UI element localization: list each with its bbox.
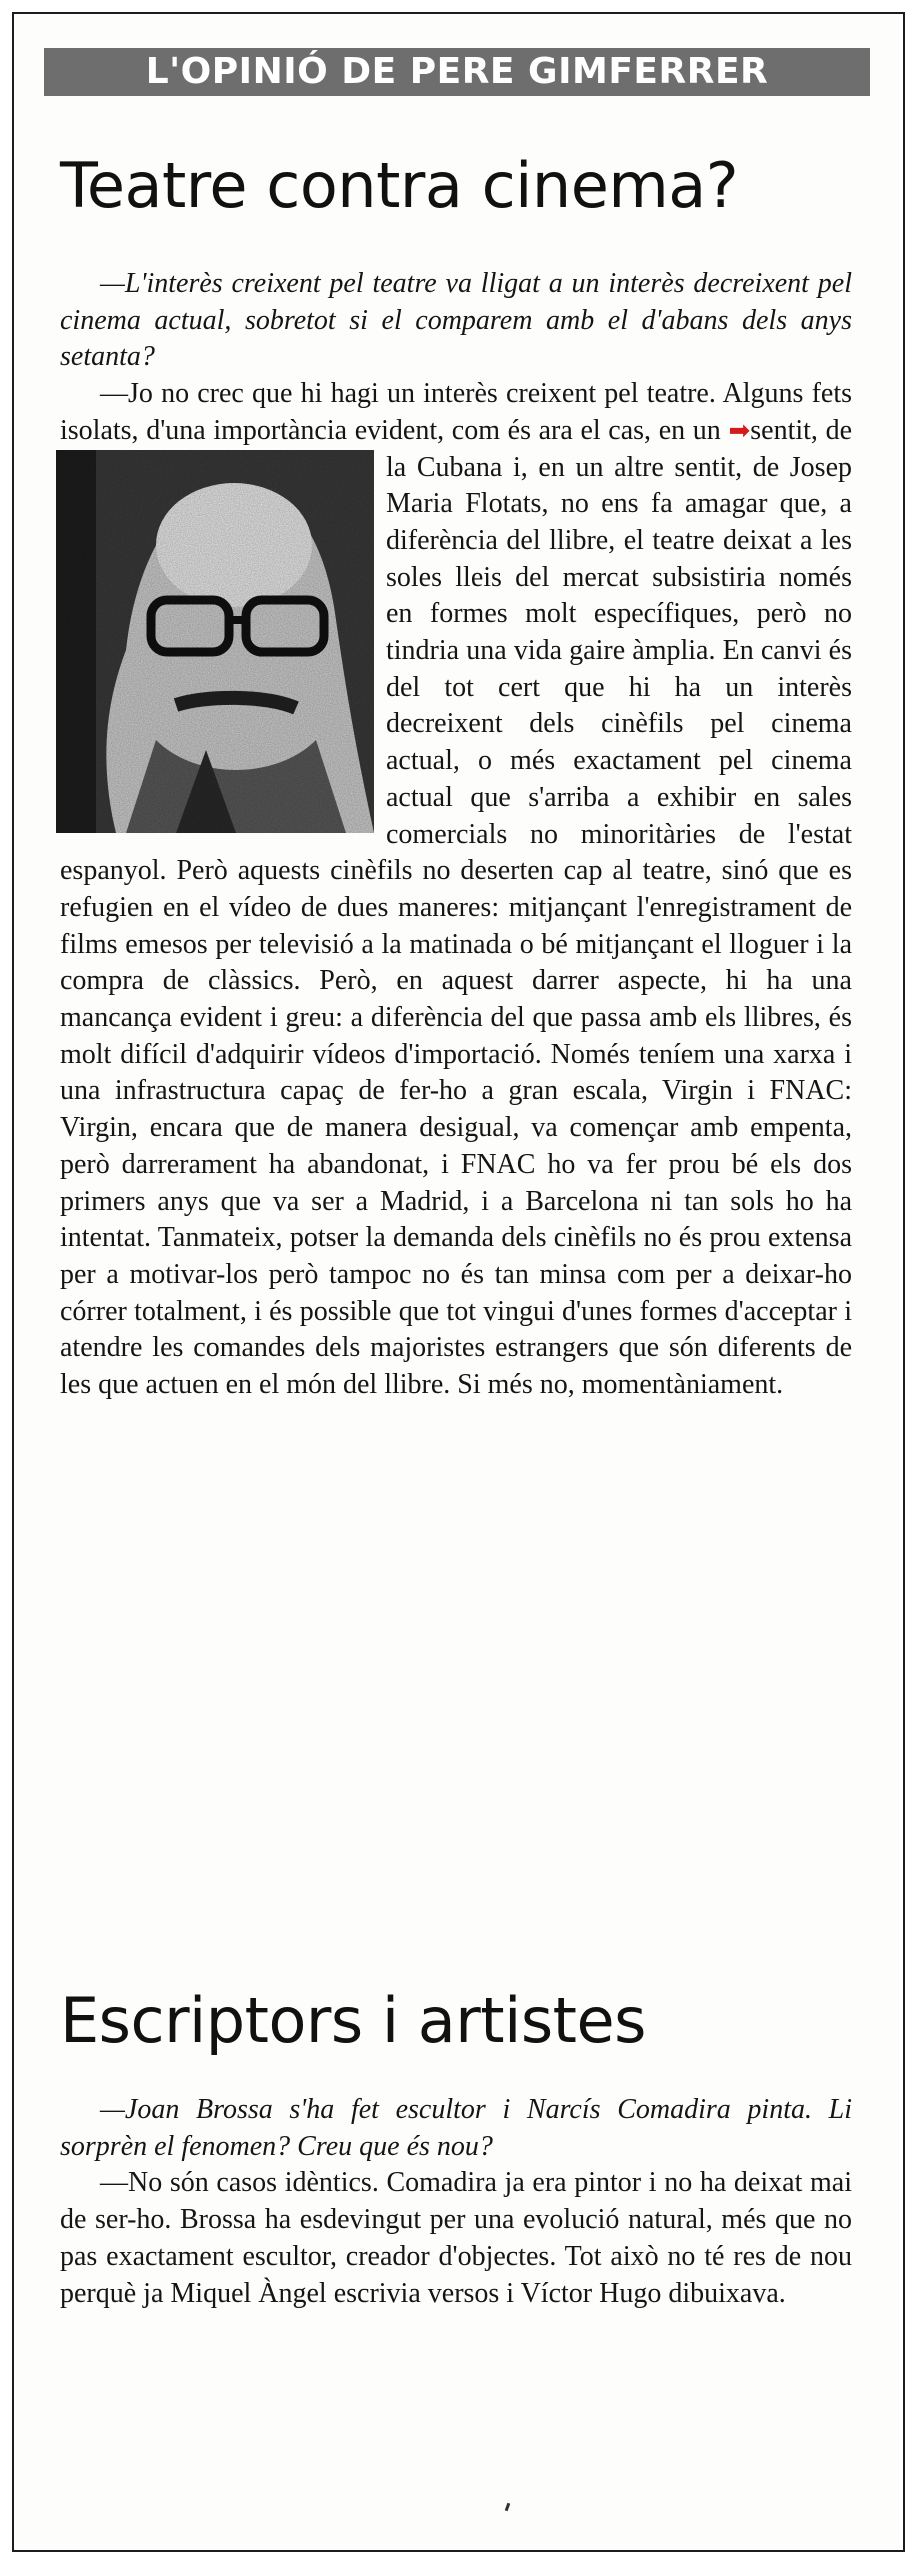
interview-answer: —No són casos idèntics. Comadira ja era pintor i no ha deixat mai de ser-ho. Brossa ha esdevingut per una evolució natural, més que no pas exactament escultor, creador d'objectes. Tot això no té res de nou perquè ja Miquel Àngel escrivia versos i Víctor Hugo dibuixava.: [60, 2167, 852, 2309]
answer-continuation: sentit, de la Cubana i, en un altre sentit, de Josep Maria Flotats, no ens fa amagar que, a diferència del llibre, el teatre deixat a les soles lleis del mercat subsistiria només en formes molt específiques, però no tindria una vida gaire àmplia. En canvi és del tot cert que hi ha un interès decreixent dels cinèfils pel cinema actual, o més exactament pel cinema actual que s'arriba a exhibir en sales comercials no minoritàries de l'estat espanyol. Però aquests cinèfils no deserten cap al teatre, sinó que es refugien en el vídeo de dues maneres: mitjançant l'enregistrament de films emesos per televisió a la matinada o bé mitjançant el lloguer i la compra de clàssics. Però, en aquest darrer aspecte, hi ha una mancança evident i greu: a diferència del que passa amb els llibres, és molt difícil d'adquirir vídeos d'importació. Només teníem una xarxa i una infrastructura capaç de fer-ho a gran escala, Virgin i FNAC: Virgin, encara que de manera desigual, va començar amb empenta, però darrerament ha abandonat, i FNAC ho va fer prou bé els dos primers anys que va ser a Madrid, i a Barcelona ni tan sols ho ha intentat. Tanmateix, potser la demanda dels cinèfils no és prou extensa per a motivar-los però tampoc no és tan minsa com per a deixar-ho córrer totalment, i és possible que tot vingui d'unes formes d'acceptar i atendre les comandes dels majoristes estrangers que són diferents de les que actuen en el món del llibre. Si més no, momentàniament.: [60, 414, 852, 1401]
interview-block-writers: [60, 2092, 852, 2312]
portrait-wrapper: [56, 450, 374, 833]
column-header: L'OPINIÓ DE PERE GIMFERRER: [44, 48, 870, 96]
interview-block-theatre: [60, 266, 852, 1404]
section-title-writers: Escriptors i artistes: [60, 1984, 646, 2057]
interview-question: —Joan Brossa s'ha fet escultor i Narcís Comadira pinta. Li sorprèn el fenomen? Creu que és nou?: [60, 2094, 852, 2162]
interview-answer: [60, 376, 852, 1404]
section-title-theatre: Teatre contra cinema?: [60, 149, 739, 222]
interview-question: —L'interès creixent pel teatre va lligat a un interès decreixent pel cinema actual, sobretot si el comparem amb el d'abans dels anys setanta?: [60, 268, 852, 373]
red-arrow-icon: ➡: [728, 415, 751, 445]
answer-opening: —Jo no crec que hi hagi un interès creixent pel teatre. Alguns fets isolats, d'una importància evident, com és ara el cas, en un: [60, 378, 852, 446]
author-portrait: [56, 450, 374, 833]
